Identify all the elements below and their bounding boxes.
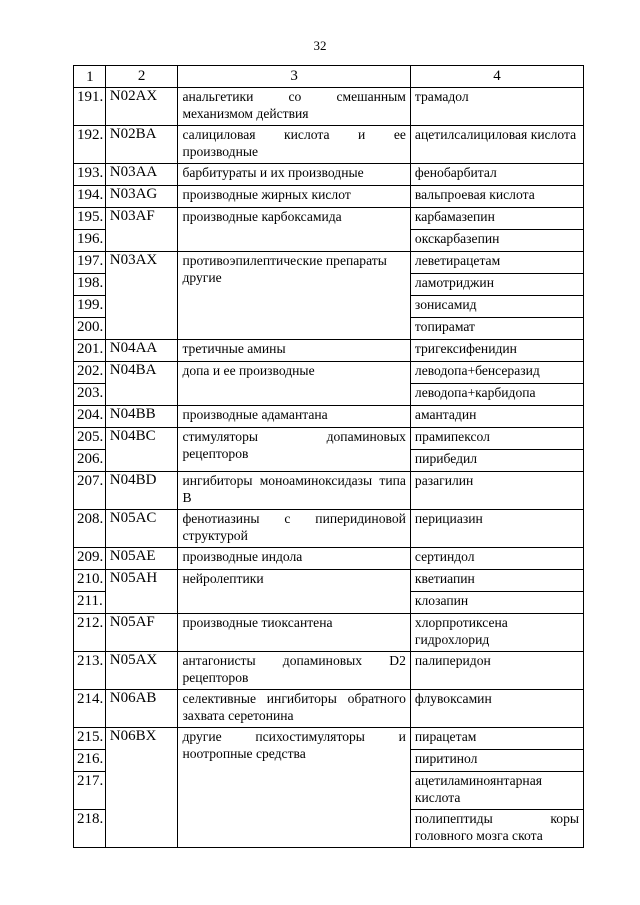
drug-name: трамадол (410, 88, 583, 126)
group-name: фенотиазины с пиперидиновой структурой (178, 510, 410, 548)
row-number: 204. (74, 406, 106, 428)
row-number: 197. (74, 252, 106, 274)
drug-name: карбамазепин (410, 208, 583, 230)
row-number: 209. (74, 548, 106, 570)
atc-code: N05AX (105, 652, 178, 690)
row-number: 192. (74, 126, 106, 164)
drug-table (73, 65, 584, 848)
table-row (74, 690, 584, 728)
drug-name: тригексифенидин (410, 340, 583, 362)
group-name: ингибиторы моноаминоксидазы типа В (178, 472, 410, 510)
atc-code: N05AC (105, 510, 178, 548)
group-name: производные карбоксамида (178, 208, 410, 252)
row-number: 199. (74, 296, 106, 318)
drug-name: клозапин (410, 592, 583, 614)
table-row (74, 614, 584, 652)
row-number: 202. (74, 362, 106, 384)
drug-name: хлорпротиксена гидрохлорид (410, 614, 583, 652)
row-number: 210. (74, 570, 106, 592)
group-name: антагонисты допаминовых D2 рецепторов (178, 652, 410, 690)
row-number: 203. (74, 384, 106, 406)
drug-name: разагилин (410, 472, 583, 510)
drug-name: окскарбазепин (410, 230, 583, 252)
group-name: салициловая кислота и ее производные (178, 126, 410, 164)
table-row (74, 728, 584, 750)
group-name: стимуляторы допаминовых рецепторов (178, 428, 410, 472)
atc-code: N04BC (105, 428, 178, 472)
table-row (74, 548, 584, 570)
atc-code: N04BA (105, 362, 178, 406)
header-cell: 2 (105, 66, 178, 88)
drug-name: леветирацетам (410, 252, 583, 274)
drug-name: ацетиламиноянтарная кислота (410, 772, 583, 810)
drug-name: палиперидон (410, 652, 583, 690)
drug-name: флувоксамин (410, 690, 583, 728)
page-number: 32 (313, 38, 327, 53)
table-row (74, 362, 584, 384)
row-number: 216. (74, 750, 106, 772)
group-name: селективные ингибиторы обратного захвата серетонина (178, 690, 410, 728)
group-name: производные тиоксантена (178, 614, 410, 652)
table-row (74, 652, 584, 690)
row-number: 194. (74, 186, 106, 208)
table-row (74, 252, 584, 274)
drug-name: кветиапин (410, 570, 583, 592)
table-row (74, 88, 584, 126)
row-number: 196. (74, 230, 106, 252)
table-row (74, 428, 584, 450)
drug-name: топирамат (410, 318, 583, 340)
atc-code: N06BX (105, 728, 178, 848)
row-number: 213. (74, 652, 106, 690)
row-number: 191. (74, 88, 106, 126)
drug-name: прамипексол (410, 428, 583, 450)
table-row (74, 164, 584, 186)
group-name: допа и ее производные (178, 362, 410, 406)
row-number: 208. (74, 510, 106, 548)
atc-code: N02AX (105, 88, 178, 126)
atc-code: N04BD (105, 472, 178, 510)
group-name: другие психостимуляторы и ноотропные средства (178, 728, 410, 848)
header-cell: 4 (410, 66, 583, 88)
table-row (74, 126, 584, 164)
atc-code: N03AA (105, 164, 178, 186)
row-number: 215. (74, 728, 106, 750)
table-row (74, 340, 584, 362)
atc-code: N05AE (105, 548, 178, 570)
group-name: производные жирных кислот (178, 186, 410, 208)
drug-name: леводопа+бенсеразид (410, 362, 583, 384)
group-name: производные индола (178, 548, 410, 570)
header-cell: 1 (74, 66, 106, 88)
atc-code: N05AF (105, 614, 178, 652)
atc-code: N02BA (105, 126, 178, 164)
atc-code: N03AX (105, 252, 178, 340)
drug-name: ацетилсалициловая кислота (410, 126, 583, 164)
atc-code: N03AG (105, 186, 178, 208)
atc-code: N06AB (105, 690, 178, 728)
drug-name: сертиндол (410, 548, 583, 570)
drug-name: фенобарбитал (410, 164, 583, 186)
table-row (74, 208, 584, 230)
atc-code: N04AA (105, 340, 178, 362)
row-number: 200. (74, 318, 106, 340)
drug-name: пиритинол (410, 750, 583, 772)
table-row (74, 472, 584, 510)
row-number: 201. (74, 340, 106, 362)
table-row (74, 570, 584, 592)
row-number: 195. (74, 208, 106, 230)
row-number: 206. (74, 450, 106, 472)
drug-name: пирибедил (410, 450, 583, 472)
row-number: 193. (74, 164, 106, 186)
table-row (74, 186, 584, 208)
group-name: анальгетики со смешанным механизмом действия (178, 88, 410, 126)
group-name: барбитураты и их производные (178, 164, 410, 186)
atc-code: N05AH (105, 570, 178, 614)
row-number: 211. (74, 592, 106, 614)
row-number: 205. (74, 428, 106, 450)
drug-name: зонисамид (410, 296, 583, 318)
group-name: третичные амины (178, 340, 410, 362)
group-name: нейролептики (178, 570, 410, 614)
header-cell: 3 (178, 66, 410, 88)
row-number: 207. (74, 472, 106, 510)
drug-name: леводопа+карбидопа (410, 384, 583, 406)
table-row (74, 406, 584, 428)
group-name: противоэпилептические препараты другие (178, 252, 410, 340)
atc-code: N04BB (105, 406, 178, 428)
drug-name: ламотриджин (410, 274, 583, 296)
row-number: 212. (74, 614, 106, 652)
table-header-row (74, 66, 584, 88)
row-number: 218. (74, 810, 106, 848)
drug-name: перициазин (410, 510, 583, 548)
row-number: 214. (74, 690, 106, 728)
drug-name: амантадин (410, 406, 583, 428)
drug-name: полипептиды коры головного мозга скота (410, 810, 583, 848)
row-number: 217. (74, 772, 106, 810)
group-name: производные адамантана (178, 406, 410, 428)
drug-name: вальпроевая кислота (410, 186, 583, 208)
row-number: 198. (74, 274, 106, 296)
table-row (74, 510, 584, 548)
drug-name: пирацетам (410, 728, 583, 750)
atc-code: N03AF (105, 208, 178, 252)
